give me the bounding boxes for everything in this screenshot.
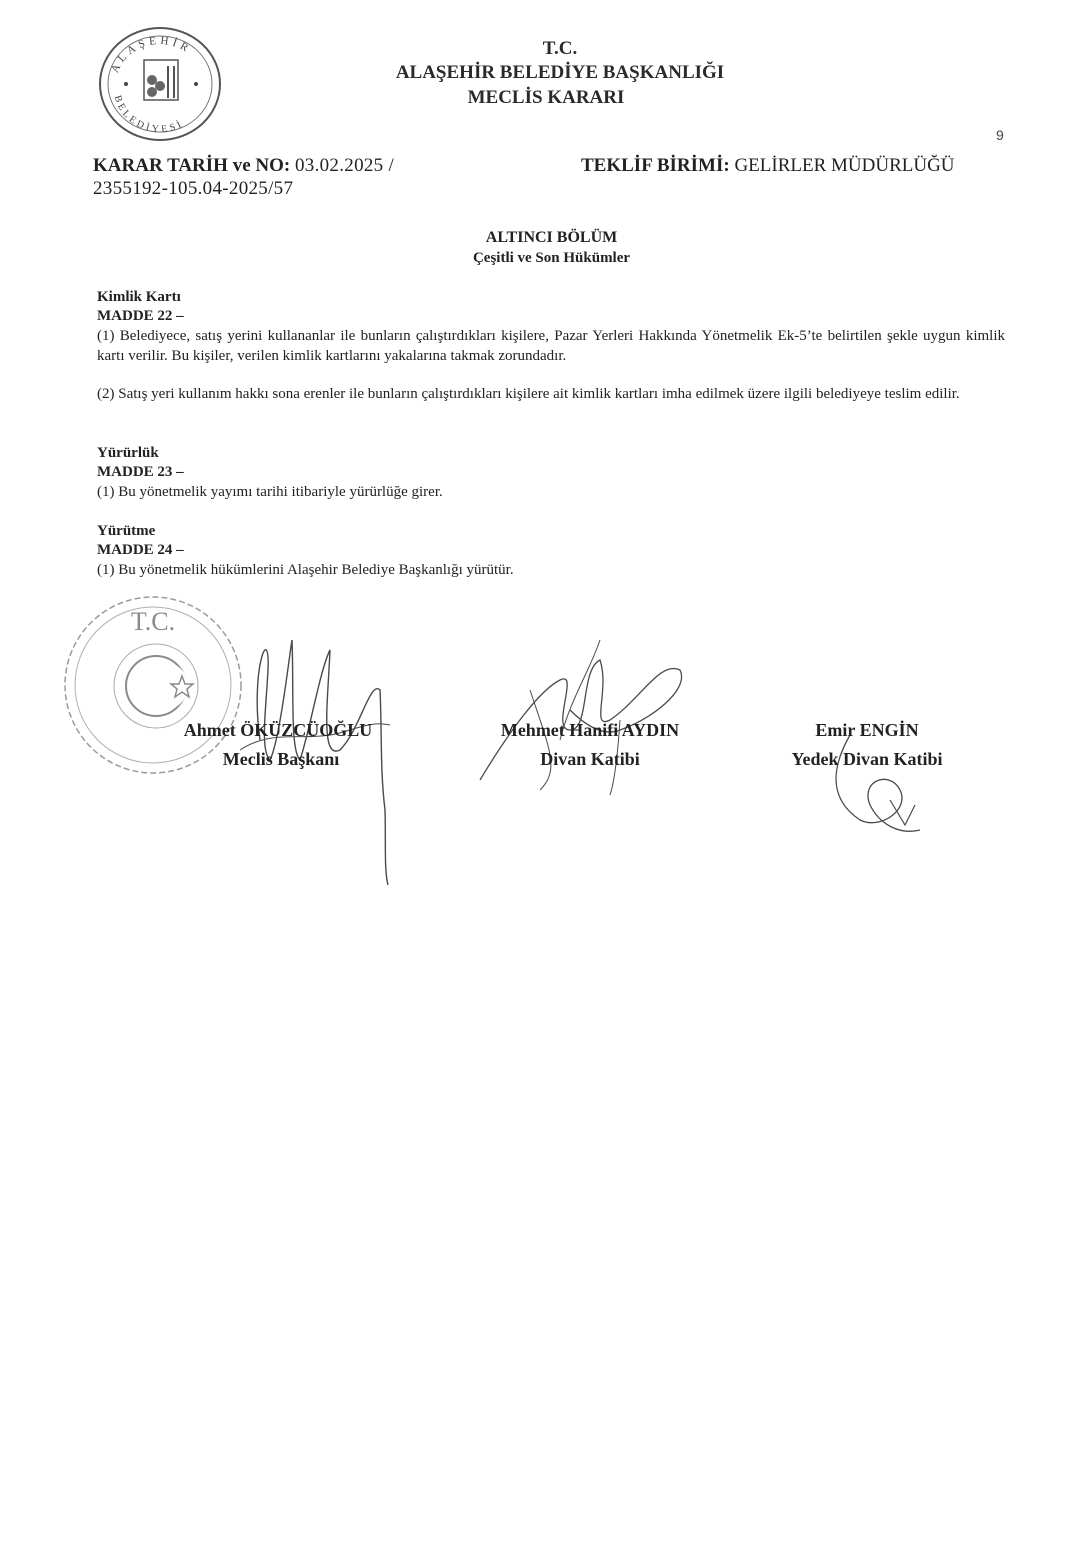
article-22 [97, 288, 1005, 366]
signatory-role: Meclis Başkanı [222, 749, 340, 769]
signature-scribble-2 [470, 630, 700, 800]
article-number: MADDE 22 – [97, 308, 184, 324]
header-organization: ALAŞEHİR BELEDİYE BAŞKANLIĞI [395, 62, 725, 83]
article-heading: Yürürlük [97, 445, 159, 461]
signature-block-meclis-baskani [163, 720, 393, 770]
signature-block-divan-katibi [475, 720, 705, 770]
signatory-name: Mehmet Hanifi AYDIN [500, 720, 680, 740]
article-heading: Yürütme [97, 523, 156, 539]
seal-text: T.C. [130, 607, 176, 636]
logo-text-bottom: BELEDİYESİ [111, 93, 186, 136]
article-23 [97, 444, 1005, 502]
article-paragraph: (1) Belediyece, satış yerini kullananlar ile bunların çalıştırdıkları kişilere, Pazar Yerleri Hakkında Yönetmelik Ek-5’te belirtilen şekle uygun kimlik kartı verilir. Bu kişiler, verilen kimlik kartlarını yakalarına takmak zorundadır. [97, 328, 1005, 364]
article-24 [97, 522, 1005, 580]
article-number: MADDE 23 – [97, 464, 184, 480]
proposal-unit-value: GELİRLER MÜDÜRLÜĞÜ [734, 155, 955, 176]
signatory-role: Divan Katibi [540, 749, 640, 769]
article-22-paragraph-2 [97, 384, 1005, 404]
decision-number: 2355192-105.04-2025/57 [93, 178, 294, 199]
article-paragraph: (1) Bu yönetmelik hükümlerini Alaşehir Belediye Başkanlığı yürütür. [97, 562, 514, 578]
decision-info [93, 154, 513, 200]
proposal-unit [581, 154, 955, 177]
signatory-name: Emir ENGİN [815, 720, 919, 740]
page-number: 9 [996, 127, 1004, 143]
header-document-type: MECLİS KARARI [467, 87, 625, 108]
decision-label: KARAR TARİH ve NO: [93, 155, 291, 176]
article-paragraph: (1) Bu yönetmelik yayımı tarihi itibariyle yürürlüğe girer. [97, 484, 443, 500]
article-heading: Kimlik Kartı [97, 289, 181, 305]
signatory-name: Ahmet ÖKÜZCÜOĞLU [183, 720, 373, 740]
signature-block-yedek-divan-katibi [752, 720, 982, 770]
header-tc: T.C. [542, 38, 578, 59]
decision-date: 03.02.2025 / [294, 155, 395, 176]
section-subtitle: Çeşitli ve Son Hükümler [472, 250, 631, 266]
section-title: ALTINCI BÖLÜM [485, 229, 618, 246]
article-number: MADDE 24 – [97, 542, 184, 558]
logo-text-top: ALAŞEHİR [108, 34, 194, 75]
proposal-unit-label: TEKLİF BİRİMİ: [581, 155, 730, 176]
article-paragraph: (2) Satış yeri kullanım hakkı sona erenler ile bunların çalıştırdıkları kişilere ait kimlik kartları imha edilmek üzere ilgili belediyeye teslim edilir. [97, 386, 960, 402]
signatory-role: Yedek Divan Katibi [791, 749, 943, 769]
